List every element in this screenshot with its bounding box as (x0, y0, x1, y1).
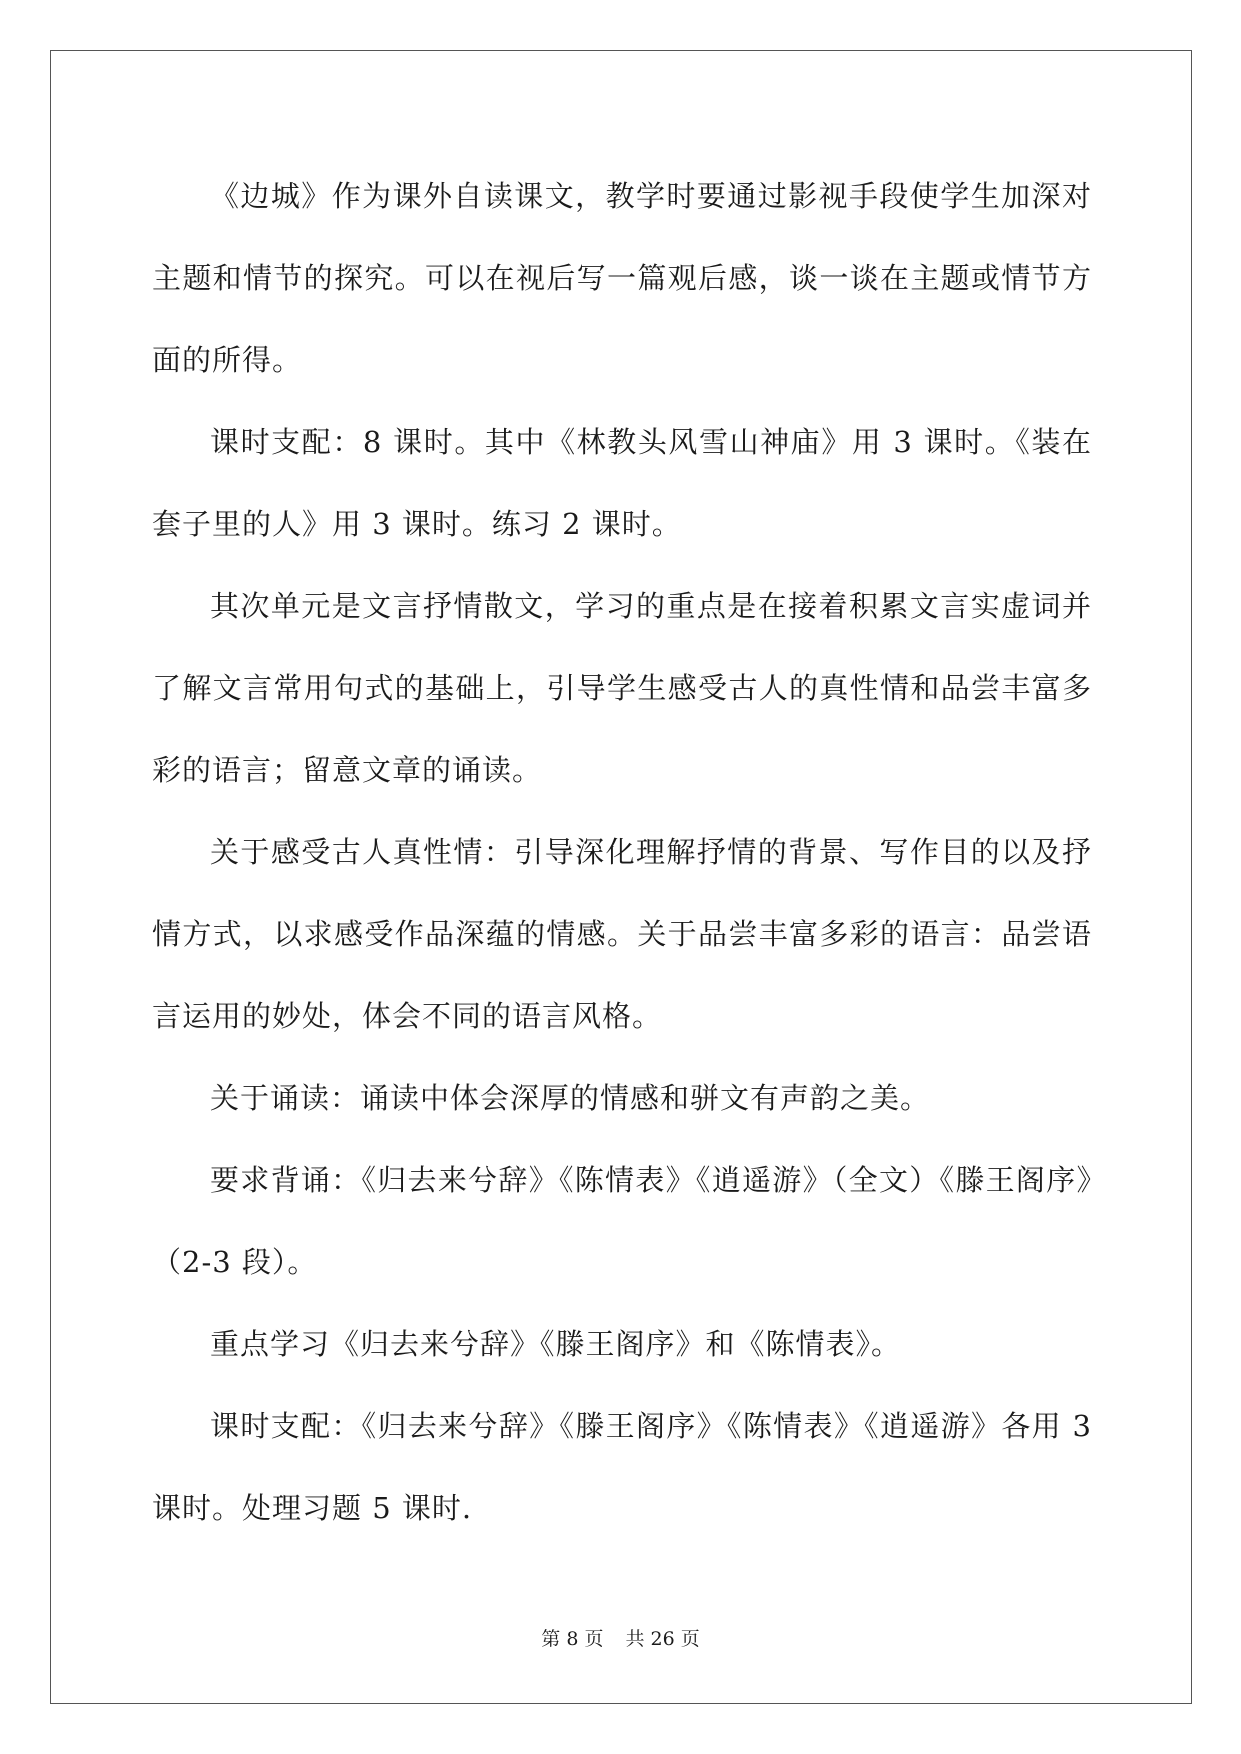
paragraph-7: 重点学习《归去来兮辞》《滕王阁序》和《陈情表》。 (210, 1327, 902, 1361)
paragraph-5: 关于诵读：诵读中体会深厚的情感和骈文有声韵之美。 (210, 1081, 931, 1115)
page-number: 第 8 页 (541, 1628, 604, 1650)
paragraph-6: 要求背诵：《归去来兮辞》《陈情表》《逍遥游》（全文）《滕王阁序》（2-3 段）。 (152, 1163, 1092, 1279)
document-body (152, 155, 1092, 1549)
paragraph-2: 课时支配：8 课时。其中《林教头风雪山神庙》用 3 课时。《装在套子里的人》用 3 课时。练习 2 课时。 (152, 425, 1092, 541)
paragraph-3: 其次单元是文言抒情散文，学习的重点是在接着积累文言实虚词并了解文言常用句式的基础上，引导学生感受古人的真性情和品尝丰富多彩的语言；留意文章的诵读。 (152, 589, 1092, 787)
paragraph-4: 关于感受古人真性情：引导深化理解抒情的背景、写作目的以及抒情方式，以求感受作品深蕴的情感。关于品尝丰富多彩的语言：品尝语言运用的妙处，体会不同的语言风格。 (152, 835, 1092, 1033)
page-footer (0, 1624, 1241, 1651)
page-total: 共 26 页 (625, 1628, 700, 1650)
paragraph-8: 课时支配：《归去来兮辞》《滕王阁序》《陈情表》《逍遥游》各用 3 课时。处理习题 5 课时. (152, 1409, 1092, 1525)
paragraph-1: 《边城》作为课外自读课文，教学时要通过影视手段使学生加深对主题和情节的探究。可以在视后写一篇观后感，谈一谈在主题或情节方面的所得。 (152, 179, 1092, 377)
